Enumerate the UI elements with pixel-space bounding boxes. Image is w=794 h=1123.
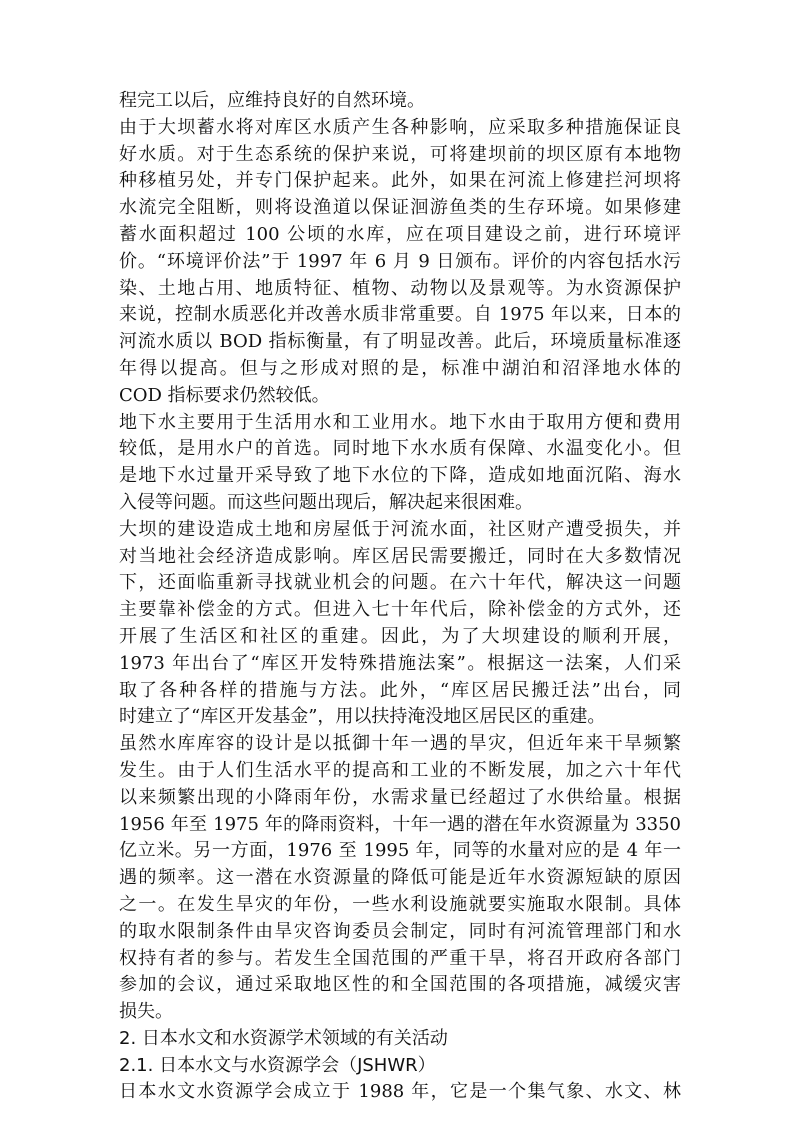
- text-line: 地下水主要用于生活用水和工业用水。地下水由于取用方便和费用: [119, 411, 681, 433]
- text-line: 亿立米。另一方面，1976 至 1995 年，同等的水量对应的是 4 年一: [119, 840, 681, 862]
- text-line: 来说，控制水质恶化并改善水质非常重要。自 1975 年以来，日本的: [119, 304, 681, 326]
- paragraph: [119, 115, 681, 410]
- text-line: 时建立了“库区开发基金”，用以扶持淹没地区居民区的重建。: [119, 706, 606, 728]
- text-line: 河流水质以 BOD 指标衡量，有了明显改善。此后，环境质量标准逐: [119, 331, 681, 353]
- subsection-heading-text: 2.1. 日本水文与水资源学会（JSHWR）: [119, 1054, 436, 1076]
- text-line: 较低，是用水户的首选。同时地下水水质有保障、水温变化小。但: [119, 438, 681, 460]
- text-line: 大坝的建设造成土地和房屋低于河流水面，社区财产遭受损失，并: [119, 518, 681, 540]
- text-line: 对当地社会经济造成影响。库区居民需要搬迁，同时在大多数情况: [119, 545, 681, 567]
- text-line: 开展了生活区和社区的重建。因此，为了大坝建设的顺利开展，: [119, 625, 681, 647]
- section-heading: [119, 1026, 681, 1053]
- text-line: 价。“环境评价法”于 1997 年 6 月 9 日颁布。评价的内容包括水污: [119, 250, 681, 272]
- text-line: 权持有者的参与。若发生全国范围的严重干旱，将召开政府各部门: [119, 947, 681, 969]
- text-line: 遇的频率。这一潜在水资源量的降低可能是近年水资源短缺的原因: [119, 867, 681, 889]
- paragraph: [119, 517, 681, 731]
- section-heading-text: 2. 日本水文和水资源学术领域的有关活动: [119, 1027, 448, 1049]
- text-line: 以来频繁出现的小降雨年份，水需求量已经超过了水供给量。根据: [119, 786, 681, 808]
- text-line: 好水质。对于生态系统的保护来说，可将建坝前的坝区原有本地物: [119, 143, 681, 165]
- text-line: 蓄水面积超过 100 公顷的水库，应在项目建设之前，进行环境评: [119, 223, 681, 245]
- text-line: 下，还面临重新寻找就业机会的问题。在六十年代，解决这一问题: [119, 572, 681, 594]
- paragraph: [119, 88, 681, 115]
- body-text: [119, 88, 681, 1026]
- text-line: 入侵等问题。而这些问题出现后，解决起来很困难。: [119, 491, 533, 513]
- text-line: 之一。在发生旱灾的年份，一些水利设施就要实施取水限制。具体: [119, 893, 681, 915]
- text-line: 由于大坝蓄水将对库区水质产生各种影响，应采取多种措施保证良: [119, 116, 681, 138]
- subsection-heading: [119, 1053, 681, 1080]
- text-line: 日本水文水资源学会成立于 1988 年，它是一个集气象、水文、林: [119, 1081, 681, 1103]
- text-line: 染、土地占用、地质特征、植物、动物以及景观等。为水资源保护: [119, 277, 681, 299]
- text-line: 1973 年出台了“库区开发特殊措施法案”。根据这一法案，人们采: [119, 652, 681, 674]
- text-line: 虽然水库库容的设计是以抵御十年一遇的旱灾，但近年来干旱频繁: [119, 733, 681, 755]
- text-line: COD 指标要求仍然较低。: [119, 384, 330, 406]
- paragraph: [119, 410, 681, 517]
- text-line: 1956 年至 1975 年的降雨资料，十年一遇的潜在年水资源量为 3350: [119, 813, 681, 835]
- text-line: 取了各种各样的措施与方法。此外，“库区居民搬迁法”出台，同: [119, 679, 681, 701]
- final-paragraph: [119, 1079, 681, 1106]
- text-line: 是地下水过量开采导致了地下水位的下降，造成如地面沉陷、海水: [119, 465, 681, 487]
- text-line: 损失。: [119, 1001, 173, 1023]
- text-line: 程完工以后，应维持良好的自然环境。: [119, 90, 425, 111]
- paragraph: [119, 731, 681, 1026]
- text-line: 发生。由于人们生活水平的提高和工业的不断发展，加之六十年代: [119, 759, 681, 781]
- text-line: 的取水限制条件由旱灾咨询委员会制定，同时有河流管理部门和水: [119, 920, 681, 942]
- text-line: 种移植另处，并专门保护起来。此外，如果在河流上修建拦河坝将: [119, 170, 681, 192]
- text-line: 水流完全阻断，则将设渔道以保证洄游鱼类的生存环境。如果修建: [119, 197, 681, 219]
- text-line: 主要靠补偿金的方式。但进入七十年代后，除补偿金的方式外，还: [119, 599, 681, 621]
- text-line: 参加的会议，通过采取地区性的和全国范围的各项措施，减缓灾害: [119, 974, 681, 996]
- document-page: [119, 88, 681, 1106]
- text-line: 年得以提高。但与之形成对照的是，标准中湖泊和沼泽地水体的: [119, 357, 681, 379]
